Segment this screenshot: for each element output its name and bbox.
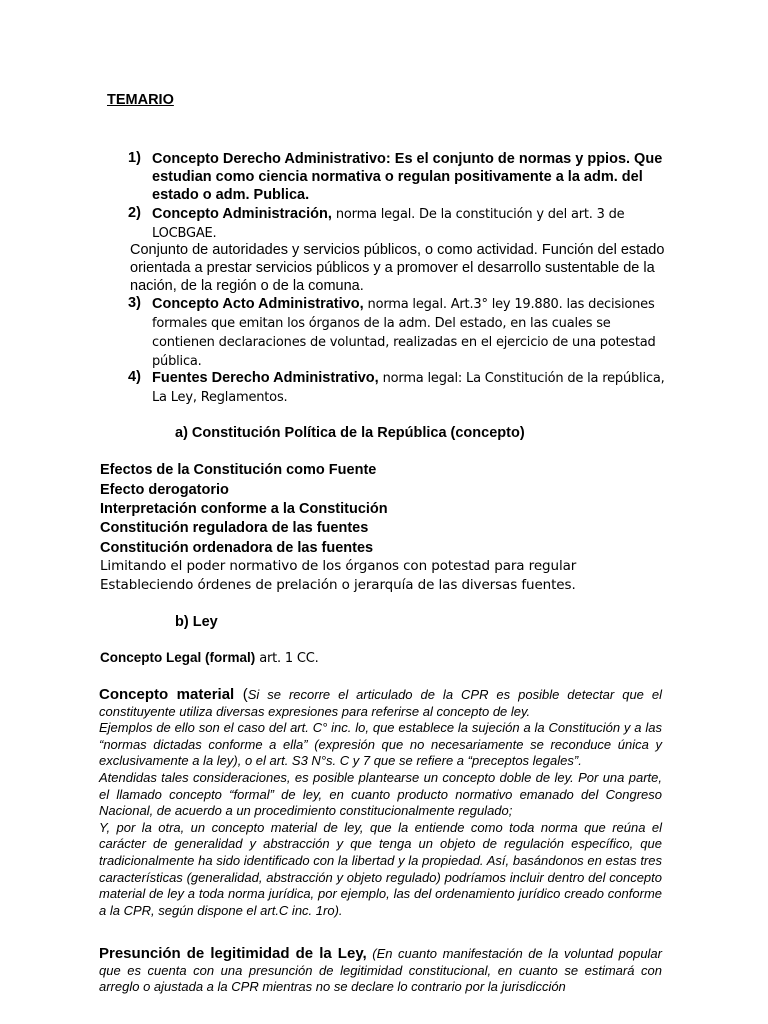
effects-heading: Efectos de la Constitución como Fuente xyxy=(100,462,377,478)
effect-description: Estableciendo órdenes de prelación o jerarquía de las diversas fuentes. xyxy=(100,577,576,593)
concepto-material-head: Concepto material xyxy=(99,686,235,703)
item-text: norma legal: La Constitución de la república, La Ley, Reglamentos. xyxy=(152,371,665,405)
item-bold-text: Concepto Derecho Administrativo: Es el conjunto de normas y ppios. Que estudian como ciencia normativa o regulan positivamente a la adm. del estado o adm. Publica. xyxy=(152,151,663,203)
item-bold-text: Fuentes Derecho Administrativo, xyxy=(152,370,379,386)
list-item xyxy=(152,205,672,243)
concepto-material-block xyxy=(99,687,662,919)
item-text: norma legal. Art.3° ley 19.880. las decisiones formales que emitan los órganos de la adm. Del estado, en las cuales se contienen declaraciones de voluntad, realizadas en el ejercicio de una potestad pública. xyxy=(152,297,656,369)
concepto-legal-text: art. 1 CC. xyxy=(255,651,319,666)
open-paren: ( xyxy=(234,686,248,703)
effect-line: Constitución reguladora de las fuentes xyxy=(100,520,369,536)
effect-line: Efecto derogatorio xyxy=(100,482,229,498)
list-number: 4) xyxy=(128,369,141,385)
concepto-legal-head: Concepto Legal (formal) xyxy=(100,650,256,665)
list-number: 1) xyxy=(128,150,141,166)
list-number: 2) xyxy=(128,205,141,221)
effect-line: Constitución ordenadora de las fuentes xyxy=(100,540,374,556)
item-bold-text: Concepto Acto Administrativo, xyxy=(152,296,364,312)
subsection-a-heading: a) Constitución Política de la República (concepto) xyxy=(175,425,525,441)
admin-paragraph: Conjunto de autoridades y servicios públicos, o como actividad. Función del estado orientada a prestar servicios públicos y a promover el desarrollo sustentable de la nación, de la región o de la comuna. xyxy=(130,242,665,294)
effect-line: Interpretación conforme a la Constitución xyxy=(100,501,388,517)
list-item xyxy=(152,150,672,204)
presuncion-block xyxy=(99,946,662,996)
document-title: TEMARIO xyxy=(107,92,174,108)
concepto-legal xyxy=(100,650,319,666)
presuncion-text: (En cuanto manifestación de la voluntad popular que es cuenta con una presunción de legitimidad constitucional, en cuanto se estimará con arreglo o ajustada a la CPR mientras no se declare lo contrario por la jurisdicción xyxy=(99,946,662,995)
list-number: 3) xyxy=(128,295,141,311)
list-item xyxy=(152,369,672,407)
subsection-b-heading: b) Ley xyxy=(175,614,218,630)
effect-description: Limitando el poder normativo de los órganos con potestad para regular xyxy=(100,558,577,574)
presuncion-head: Presunción de legitimidad de la Ley, xyxy=(99,945,367,962)
list-item xyxy=(152,295,672,371)
item-bold-text: Concepto Administración, xyxy=(152,206,332,222)
item-text: norma legal. De la constitución y del art. 3 de LOCBGAE. xyxy=(152,207,625,241)
concepto-material-text: Si se recorre el articulado de la CPR es posible detectar que el constituyente utiliza diversas expresiones para referirse al concepto de ley. Ejemplos de ello son el caso del art. C° inc. lo, que establece la sujeción a la Constitución y a las “normas dictadas conforme a ella” (expresión que no necesariamente se reconduce única y exclusivamente a la ley), o el art. S3 N°s. C y 7 que se refiere a “preceptos legales”. Atendidas tales consideraciones, es posible plantearse un concepto doble de ley. Por una parte, el llamado concepto “formal” de ley, en cuanto producto normativo emanado del Congreso Nacional, de acuerdo a un procedimiento constitucionalmente regulado; Y, por la otra, un concepto material de ley, que la entiende como toda norma que reúna el carácter de generalidad y abstracción y que tenga un objeto de regulación específico, que tradicionalmente ha sido identificado con la libertad y la propiedad. Así, basándonos en estas tres características (generalidad, abstracción y objeto regulado) podríamos incluir dentro del concepto material de ley a toda norma jurídica, por ejemplo, las del ordenamiento jurídico creado conforme a la CPR, según dispone el art.C inc. 1ro). xyxy=(99,687,662,918)
